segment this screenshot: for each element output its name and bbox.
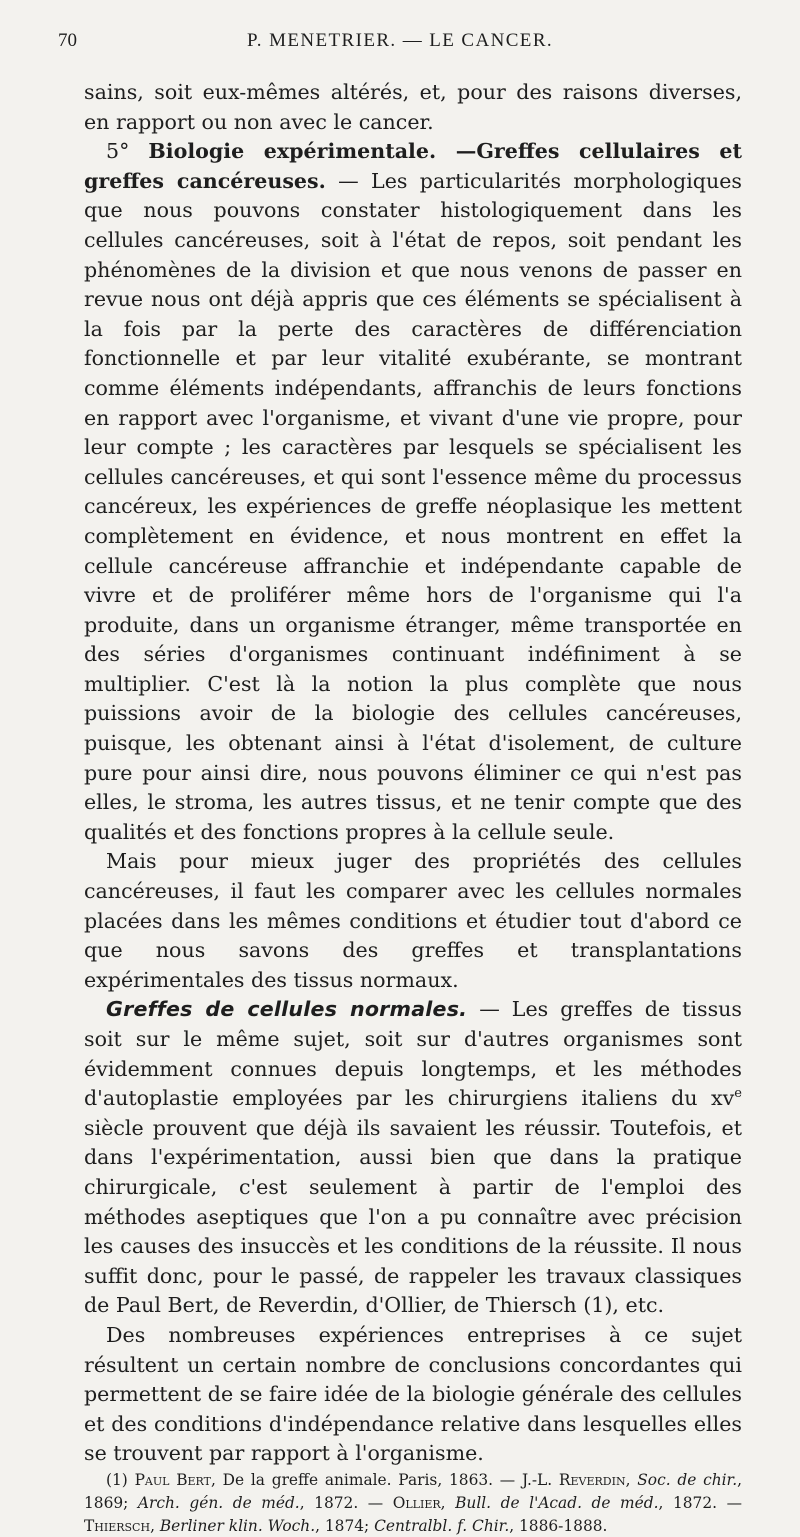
- footnote-journal: Bull. de l'Acad. de méd.: [455, 1493, 659, 1512]
- footnote-journal: Arch. gén. de méd.: [137, 1493, 300, 1512]
- footnote-text: , 1886-1888.: [509, 1516, 608, 1535]
- paragraph: Mais pour mieux juger des propriétés des cellules cancéreuses, il faut les comparer avec les cellules normales placées dans les mêmes conditions et étudier tout d'abord ce que nous savons des greffes et transplantations expérimentales des tissus normaux.: [84, 849, 742, 992]
- footnote-author: Paul Bert: [134, 1470, 211, 1489]
- footnote-text: , 1874;: [315, 1516, 375, 1535]
- subsection-text-a: — Les greffes de tissus soit sur le même sujet, soit sur d'autres organismes sont évidemment connues depuis longtemps, et les méthodes d'autoplastie employées par les chirurgiens italiens du xv: [84, 997, 742, 1111]
- subsection-heading: Greffes de cellules normales.: [106, 997, 468, 1022]
- footnote-text: , De la greffe animale. Paris, 1863. — J.-L.: [210, 1470, 559, 1489]
- paragraph: Des nombreuses expériences entreprises à ce sujet résultent un certain nombre de conclusions concordantes qui permettent de se faire idée de la biologie générale des cellules et des conditions d'indépendance relative dans lesquelles elles se trouvent par rapport à l'organisme.: [84, 1322, 742, 1466]
- footnote: [84, 1469, 742, 1537]
- footnote-marker: (1): [106, 1470, 135, 1489]
- footnote-text: ,: [440, 1493, 456, 1512]
- section-number: 5°: [106, 139, 149, 164]
- superscript: e: [734, 1086, 742, 1102]
- footnote-journal: Berliner klin. Woch.: [159, 1516, 316, 1535]
- subsection-text-b: siècle prouvent que déjà ils savaient les réussir. Toutefois, et dans l'expérimentation, aussi bien que dans la pratique chirurgicale, c'est seulement à partir de l'emploi des méthodes aseptiques que l'on a pu connaître avec précision les causes des insuccès et les conditions de la réussite. Il nous suffit donc, pour le passé, de rappeler les travaux classiques de Paul Bert, de Reverdin, d'Ollier, de Thiersch (1), etc.: [84, 1115, 742, 1318]
- footnote-text: ,: [150, 1516, 160, 1535]
- paragraph-section-5: [84, 137, 742, 847]
- footnote-text: ,: [625, 1470, 638, 1489]
- footnote-author: Reverdin: [558, 1470, 626, 1489]
- footnote-text: , 1869;: [84, 1470, 742, 1512]
- section-text: — Les particularités morphologiques que nous pouvons constater histologiquement dans les cellules cancéreuses, soit à l'état de repos, soit pendant les phénomènes de la division et que nous venons de passer en revue nous ont déjà appris que ces éléments se spécialisent à la fois par la perte des caractères de différenciation fonctionnelle et par leur vitalité exubérante, se montrant comme éléments indépendants, affranchis de leurs fonctions en rapport avec l'organisme, et vivant d'une vie propre, pour leur compte ; les caractères par lesquels se spécialisent les cellules cancéreuses, et qui sont l'essence même du processus cancéreux, les expériences de greffe néoplasique les mettent complètement en évidence, et nous montrent en effet la cellule cancéreuse affranchie et indépendante capable de vivre et de proliférer même hors de l'organisme qui l'a produite, dans un organisme étranger, même transportée en des séries d'organismes continuant indéfiniment à se multiplier. C'est là la notion la plus complète que nous puissions avoir de la biologie des cellules cancéreuses, puisque, les obtenant ainsi à l'état d'isolement, de culture pure pour ainsi dire, nous pouvons éliminer ce qui n'est pas elles, le stroma, les autres tissus, et ne tenir compte que des qualités et des fonctions propres à la cellule seule.: [84, 168, 742, 844]
- running-head: P. MENETRIER. — LE CANCER.: [246, 30, 554, 51]
- paragraph-subsection: [84, 995, 742, 1321]
- page-number: 70: [58, 30, 77, 51]
- footnote-author: Ollier: [392, 1493, 441, 1512]
- footnote-journal: Soc. de chir.: [637, 1470, 738, 1489]
- footnote-text: , 1872. —: [658, 1493, 742, 1512]
- paragraph-continued: sains, soit eux-mêmes altérés, et, pour des raisons diverses, en rapport ou non avec le cancer.: [84, 80, 742, 134]
- body-text: [84, 78, 742, 1537]
- page-header: [58, 16, 742, 56]
- section-heading: Biologie expérimentale. —Greffes cellulaires et greffes cancéreuses.: [84, 139, 743, 193]
- footnote-author: Thiersch: [84, 1516, 151, 1535]
- footnote-journal: Centralbl. f. Chir.: [374, 1516, 510, 1535]
- footnote-text: , 1872. —: [299, 1493, 393, 1512]
